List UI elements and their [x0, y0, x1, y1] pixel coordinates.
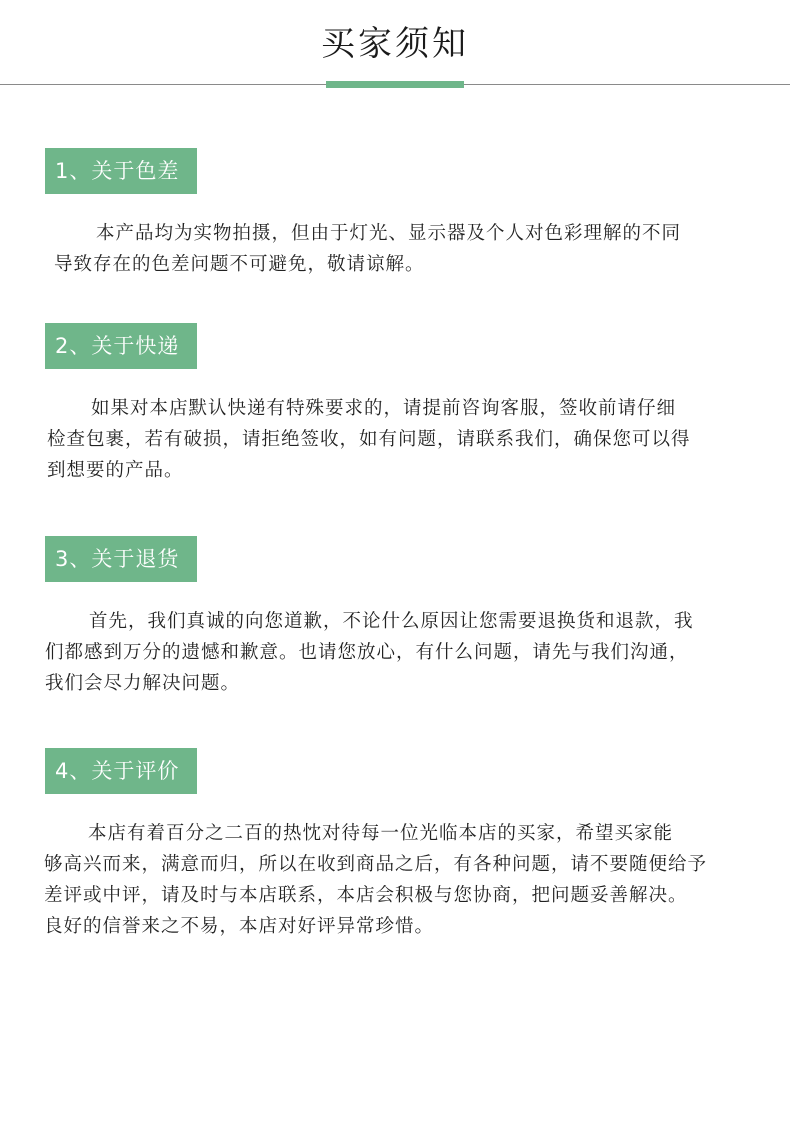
body-line: 如果对本店默认快递有特殊要求的，请提前咨询客服，签收前请仔细	[91, 398, 677, 419]
body-line: 到想要的产品。	[47, 460, 184, 481]
section-body	[54, 218, 754, 280]
body-line: 们都感到万分的遗憾和歉意。也请您放心，有什么问题，请先与我们沟通，	[45, 642, 689, 663]
section-body	[45, 606, 745, 699]
body-line: 导致存在的色差问题不可避免，敬请谅解。	[54, 254, 425, 275]
body-line: 够高兴而来，满意而归，所以在收到商品之后，有各种问题，请不要随便给予	[44, 854, 708, 875]
body-line: 我们会尽力解决问题。	[45, 673, 241, 694]
body-line: 良好的信誉来之不易，本店对好评异常珍惜。	[44, 916, 435, 937]
body-line: 首先，我们真诚的向您道歉，不论什么原因让您需要退换货和退款，我	[89, 611, 694, 632]
section-heading-badge: 2、关于快递	[45, 323, 197, 369]
body-line: 检查包裹，若有破损，请拒绝签收，如有问题，请联系我们，确保您可以得	[47, 429, 691, 450]
title-accent-bar	[326, 81, 464, 88]
section-heading-badge: 3、关于退货	[45, 536, 197, 582]
section-body	[44, 818, 744, 942]
section-heading-badge: 1、关于色差	[45, 148, 197, 194]
section-body	[47, 393, 747, 486]
body-line: 本产品均为实物拍摄，但由于灯光、显示器及个人对色彩理解的不同	[96, 223, 682, 244]
body-line: 差评或中评，请及时与本店联系，本店会积极与您协商，把问题妥善解决。	[44, 885, 688, 906]
body-line: 本店有着百分之二百的热忱对待每一位光临本店的买家，希望买家能	[88, 823, 674, 844]
section-heading-badge: 4、关于评价	[45, 748, 197, 794]
page-title: 买家须知	[321, 24, 469, 64]
